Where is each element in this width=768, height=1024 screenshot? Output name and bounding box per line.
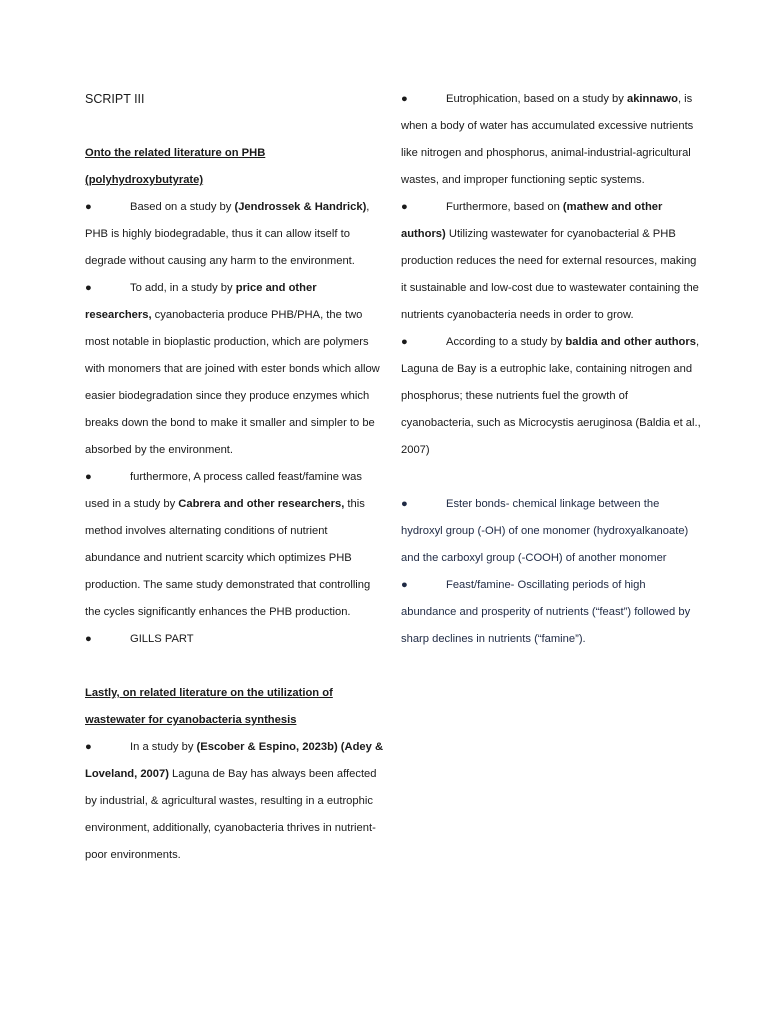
bullet-text: Laguna de Bay has always been affected by industrial, & agricultural wastes, resulting in a eutrophic environment, additionally, cyanobacteria thrives in nutrient-poor environments. (85, 768, 377, 861)
citation: price and other researchers, (85, 282, 317, 321)
bullet-text: Eutrophication, based on a study by (446, 93, 627, 105)
citation: akinnawo (626, 93, 678, 105)
bullet-icon: ● (401, 579, 408, 591)
page-title: SCRIPT III (85, 92, 145, 106)
bullet-text: furthermore, A process called feast/famine was used in a study by (85, 471, 362, 510)
citation: (Jendrossek & Handrick) (234, 201, 367, 213)
bullet-item (85, 464, 385, 626)
spacer (85, 653, 385, 680)
spacer (401, 464, 701, 491)
bullet-item (85, 194, 385, 275)
bullet-icon: ● (401, 93, 408, 105)
bullet-item (401, 329, 701, 464)
citation: baldia and other authors (565, 336, 696, 348)
citation: (mathew and other authors) (401, 201, 663, 240)
citation: Cabrera and other researchers, (178, 498, 345, 510)
bullet-text: this method involves alternating conditions of nutrient abundance and nutrient scarcity which optimizes PHB production. The same study demonstrated that controlling the cycles significantly enhances the PHB production. (85, 498, 371, 618)
bullet-icon: ● (85, 201, 92, 213)
bullet-text: According to a study by (446, 336, 566, 348)
bullet-icon: ● (85, 471, 92, 483)
definition-text: Ester bonds- chemical linkage between the hydroxyl group (-OH) of one monomer (hydroxyalkanoate) and the carboxyl group (-COOH) of another monomer (401, 498, 689, 564)
bullet-item (85, 275, 385, 464)
bullet-text: To add, in a study by (130, 282, 236, 294)
bullet-text: , is when a body of water has accumulated excessive nutrients like nitrogen and phosphorus, animal-industrial-agricultural wastes, and improper functioning septic systems. (401, 93, 694, 186)
bullet-icon: ● (85, 741, 92, 753)
section-heading-wastewater: Lastly, on related literature on the utilization of wastewater for cyanobacteria synthesis (85, 687, 333, 726)
right-column (401, 86, 701, 653)
bullet-icon: ● (85, 282, 92, 294)
bullet-text: In a study by (130, 741, 197, 753)
bullet-text: cyanobacteria produce PHB/PHA, the two most notable in bioplastic production, which are polymers with monomers that are joined with ester bonds which allow easier biodegradation since they produce enzymes which breaks down the bond to make it smaller and simpler to be absorbed by the environment. (85, 309, 380, 456)
bullet-text: Based on a study by (130, 201, 235, 213)
bullet-icon: ● (401, 498, 408, 510)
definition-item (401, 572, 701, 653)
bullet-item (85, 626, 385, 653)
bullet-text: , Laguna de Bay is a eutrophic lake, containing nitrogen and phosphorus; these nutrients fuel the growth of cyanobacteria, such as Microcystis aeruginosa (Baldia et al., 2007) (401, 336, 701, 456)
bullet-icon: ● (401, 201, 408, 213)
definition-text: Feast/famine- Oscillating periods of high abundance and prosperity of nutrients (“feast”) followed by sharp declines in nutrients (“famine”). (401, 579, 691, 645)
left-column (85, 86, 385, 869)
bullet-text: Furthermore, based on (446, 201, 563, 213)
definition-item (401, 491, 701, 572)
bullet-text: , PHB is highly biodegradable, thus it can allow itself to degrade without causing any harm to the environment. (85, 201, 370, 267)
bullet-icon: ● (401, 336, 408, 348)
bullet-item (401, 194, 701, 329)
bullet-item (401, 86, 701, 194)
bullet-item (85, 734, 385, 869)
bullet-text: Utilizing wastewater for cyanobacterial & PHB production reduces the need for external resources, making it sustainable and low-cost due to wastewater containing the nutrients cyanobacteria needs in order to grow. (401, 228, 699, 321)
citation: (Escober & Espino, 2023b) (Adey & Loveland, 2007) (85, 741, 384, 780)
bullet-icon: ● (85, 633, 92, 645)
bullet-text: GILLS PART (130, 633, 194, 645)
section-heading-phb: Onto the related literature on PHB (polyhydroxybutyrate) (85, 147, 266, 186)
